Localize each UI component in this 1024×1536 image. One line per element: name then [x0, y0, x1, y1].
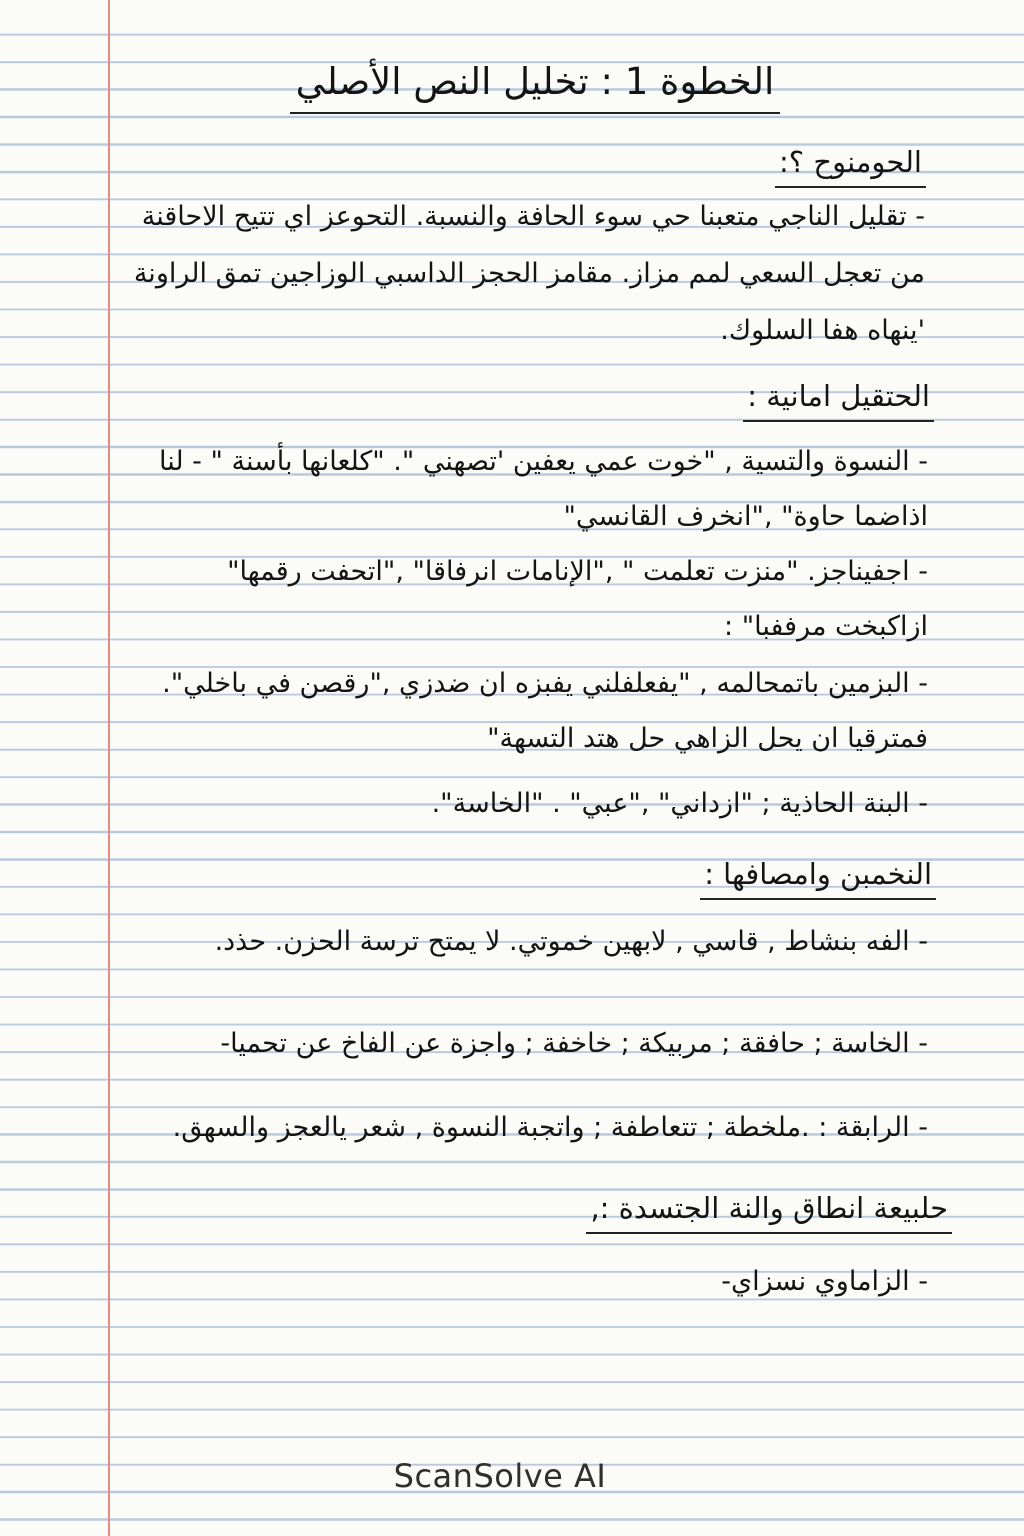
list-item: - البزمين باتمحالمه , "يفعلفلني يفبزه ان ضدزي ,"رقصن في باخلي". فمترقيا ان يحل الزاهي حل هتد التسهة"	[162, 668, 928, 754]
page-title-text: الخطوة 1 : تخليل النص الأصلي	[290, 56, 781, 114]
brand-watermark: ScanSolve AI	[393, 1457, 607, 1495]
list-item: - النسوة والتسية , "خوت عمي يعفين 'تصهني ". "كلعانها بأسنة " - لنا اذاضما حاوة" ,"انخرف القانسي"	[158, 446, 928, 532]
list-item: - الخاسة ; حافقة ; مربيكة ; خاخفة ; واجزة عن الفاخ عن تحميا-	[220, 1028, 928, 1059]
list-item: - الرابقة : .ملخطة ; تتعاطفة ; واتجبة النسوة , شعر يالعجز والسهق.	[172, 1112, 928, 1143]
section-heading-2: الحتقيل امانية :	[743, 374, 934, 422]
list-item: - اجفيناجز. "منزت تعلمت " ,"الإنامات انرفاقا" ,"اتحفت رقمها" ازاكبخت مرففبا" :	[227, 556, 928, 642]
list-item: - البنة الحاذية ; "ازداني" ,"عبي" . "الخاسة".	[431, 788, 928, 819]
red-margin-line	[108, 0, 110, 1536]
page-title	[240, 56, 830, 114]
section-heading-4: حلبيعة انطاق والنة الجتسدة :,	[586, 1186, 952, 1234]
list-item: - الفه بنشاط , قاسي , لابهين خموتي. لا يمتح ترسة الحزن. حذد.	[214, 926, 928, 957]
section-heading-1: الحومنوح ؟:	[775, 140, 926, 188]
section-1-paragraph: - تقليل الناجي متعبنا حي سوء الحافة والنسبة. التحوعز اي تتيح الاحاقنة من تعجل السعي لمم مزاز. مقامز الحجز الداسبي الوزاجين تمق الراونة 'ينهاه هفا السلوك.	[133, 201, 925, 346]
section-heading-3: النخمبن وامصافها :	[700, 852, 936, 900]
list-item: - الزاماوي نسزاي-	[721, 1266, 928, 1297]
